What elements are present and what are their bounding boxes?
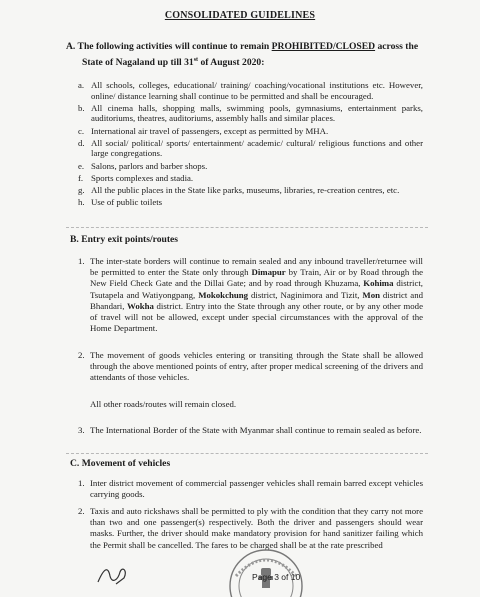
divider	[66, 227, 428, 228]
list-item: h. Use of public toilets	[78, 197, 163, 208]
list-item: g. All the public places in the State like parks, museums, libraries, re-creation centres, etc.	[78, 184, 400, 195]
section-b-heading: B. Entry exit points/routes	[70, 234, 179, 245]
list-item: d. All social/ political/ sports/ entertainment/ academic/ cultural/ religious functions and other large congregations.	[78, 137, 423, 159]
section-c-heading: C. Movement of vehicles	[70, 458, 171, 469]
section-a-suffix: across the	[377, 41, 419, 52]
signature-mark	[94, 558, 134, 588]
list-item: a. All schools, colleges, educational/ training/ coaching/vocational institutions etc. However, online/ distance learning shall continue to be permitted and shall be encouraged.	[78, 80, 423, 101]
document-title: CONSOLIDATED GUIDELINES	[164, 10, 316, 21]
section-b-paragraph-2: 2. The movement of goods vehicles entering or transiting through the State shall be allowed through the above mentioned points of entry, after proper medical screening of the drivers and attendants of those vehicles.	[78, 350, 423, 383]
section-a-heading	[66, 40, 426, 69]
section-c-paragraph-2: 2. Taxis and auto rickshaws shall be permitted to ply with the condition that they carry not more than two and one passenger(s) respectively. Both the driver and passengers should wear masks. Further, the driver should make mandatory provision for hand sanitizer failing which the Permit shall be cancelled. The fares to be charged shall be at the rate prescribed	[78, 506, 423, 550]
list-item: e. Salons, parlors and barber shops.	[78, 160, 208, 171]
section-b-paragraph-3: 3. The International Border of the State with Myanmar shall continue to remain sealed as before.	[78, 425, 422, 435]
list-item: b. All cinema halls, shopping malls, swimming pools, gymnasiums, entertainment parks, auditoriums, theatres, auditoriums, assembly halls and similar places.	[78, 102, 423, 124]
section-a-date-suffix: st	[193, 56, 199, 63]
section-a-date-prefix: State of Nagaland up till 31	[82, 56, 194, 68]
section-b-closed-note: All other roads/routes will remain closed.	[90, 399, 237, 409]
prohibited-list	[78, 80, 423, 209]
divider	[66, 453, 428, 454]
list-item: f. Sports complexes and stadia.	[78, 172, 194, 183]
section-b-paragraph-1: 1. The inter-state borders will continue to remain sealed and any inbound traveller/returnee will be permitted to enter the State only through Dimapur by Train, Air or by Road through the New Field Check Gate and the Dillai Gate; and by road through Khuzama, Kohima district, Tsutapela and Watiyongpang, Mokokchung district, Naginimora and Tizit, Mon district and Bhandari, Wokha district. Entry into the State through any other route, or by any other mode of travel will not be allowed, except under special circumstances with the approval of the Home Department.	[78, 256, 423, 334]
section-a-prefix: A. The following activities will continue to remain	[66, 41, 270, 52]
list-item: c. International air travel of passengers, except as permitted by MHA.	[78, 125, 329, 136]
section-a-date-rest: of August 2020:	[200, 56, 265, 68]
page-number: Page 3 of 10	[252, 572, 301, 582]
section-c-paragraph-1: 1. Inter district movement of commercial passenger vehicles shall remain barred except vehicles carrying goods.	[78, 478, 423, 500]
section-a-emphasis: PROHIBITED/CLOSED	[271, 41, 376, 52]
